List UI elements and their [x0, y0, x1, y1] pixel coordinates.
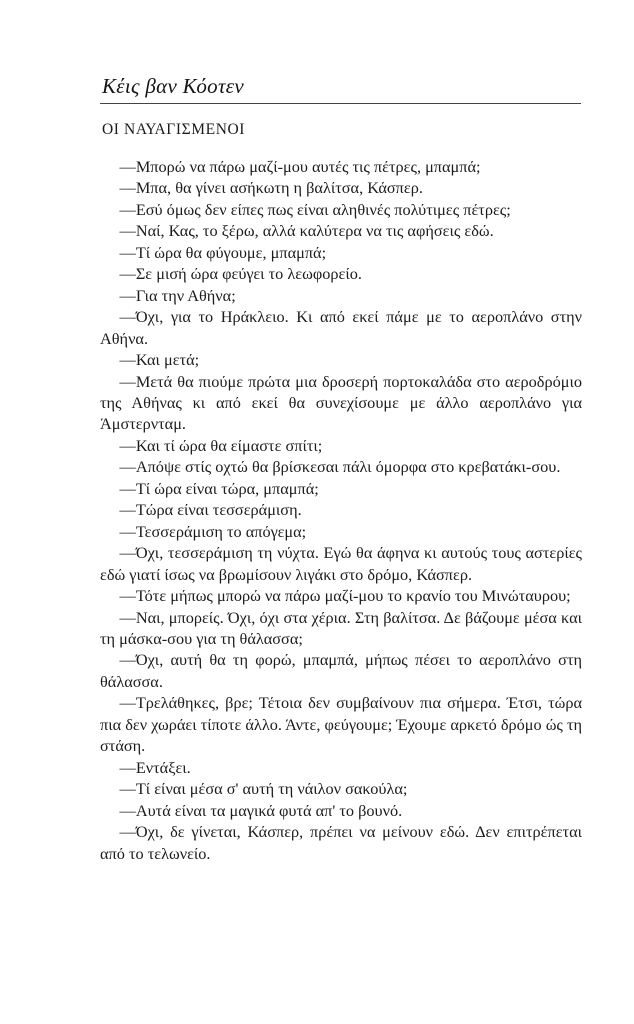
dialogue-paragraph: —Για την Αθήνα; — [119, 285, 236, 305]
dialogue-paragraph: —Και τί ώρα θα είμαστε σπίτι; — [119, 435, 323, 455]
dialogue-paragraph: —Και μετά; — [119, 350, 200, 370]
dialogue-paragraph: —Όχι, για το Ηράκλειο. Κι από εκεί πάμε με το αεροπλάνο στην Αθήνα. — [100, 307, 582, 348]
dialogue-paragraph: —Τρελάθηκες, βρε; Τέτοια δεν συμβαίνουν πια σήμερα. Έτσι, τώρα πια δεν χωράει τίποτε άλλο. Άντε, φεύγουμε; Έχουμε αρκετό δρόμο ώς τη στάση. — [100, 693, 583, 756]
dialogue-text — [100, 156, 582, 864]
dialogue-paragraph: —Τώρα είναι τεσσεράμιση. — [119, 500, 302, 520]
dialogue-paragraph: —Αυτά είναι τα μαγικά φυτά απ' το βουνό. — [119, 800, 403, 820]
dialogue-paragraph: —Τότε μήπως μπορώ να πάρω μαζί-μου το κρανίο του Μινώταυρου; — [119, 586, 571, 606]
dialogue-paragraph: —Τί είναι μέσα σ' αυτή τη νάιλον σακούλα; — [119, 779, 408, 799]
dialogue-paragraph: —Μετά θα πιούμε πρώτα μια δροσερή πορτοκαλάδα στο αεροδρόμιο της Αθήνας κι από εκεί θα συνεχίσουμε με άλλο αεροπλάνο για Άμστερνταμ. — [100, 371, 582, 434]
dialogue-paragraph: —Εντάξει. — [119, 757, 191, 777]
dialogue-paragraph: —Τί ώρα είναι τώρα, μπαμπά; — [119, 478, 319, 498]
running-head: Κέις βαν Κόοτεν — [102, 74, 244, 98]
chapter-title: ΟΙ ΝΑΥΑΓΙΣΜΕΝΟΙ — [102, 121, 246, 138]
dialogue-paragraph: —Ναί, Κας, το ξέρω, αλλά καλύτερα να τις αφήσεις εδώ. — [119, 221, 494, 241]
dialogue-paragraph: —Όχι, τεσσεράμιση τη νύχτα. Εγώ θα άφηνα κι αυτούς τους αστερίες εδώ γιατί ίσως να βρωμίσουν λιγάκι στο δρόμο, Κάσπερ. — [100, 543, 582, 584]
dialogue-paragraph: —Απόψε στίς οχτώ θα βρίσκεσαι πάλι όμορφα στο κρεβατάκι-σου. — [119, 457, 561, 477]
dialogue-paragraph: —Τεσσεράμιση το απόγεμα; — [119, 521, 307, 541]
dialogue-paragraph: —Σε μισή ώρα φεύγει το λεωφορείο. — [119, 264, 362, 284]
dialogue-paragraph: —Μπα, θα γίνει ασήκωτη η βαλίτσα, Κάσπερ. — [119, 178, 423, 198]
dialogue-paragraph: —Τί ώρα θα φύγουμε, μπαμπά; — [119, 242, 327, 262]
dialogue-paragraph: —Όχι, δε γίνεται, Κάσπερ, πρέπει να μείνουν εδώ. Δεν επιτρέπεται από το τελωνείο. — [100, 822, 582, 863]
dialogue-paragraph: —Όχι, αυτή θα τη φορώ, μπαμπά, μήπως πέσει το αεροπλάνο στη θάλασσα. — [100, 650, 582, 691]
dialogue-paragraph: —Εσύ όμως δεν είπες πως είναι αληθινές πολύτιμες πέτρες; — [119, 199, 511, 219]
dialogue-paragraph: —Μπορώ να πάρω μαζί-μου αυτές τις πέτρες, μπαμπά; — [119, 157, 481, 176]
header-rule — [100, 103, 581, 104]
dialogue-paragraph: —Ναι, μπορείς. Όχι, όχι στα χέρια. Στη βαλίτσα. Δε βάζουμε μέσα και τη μάσκα-σου για τη θάλασσα; — [100, 607, 582, 648]
